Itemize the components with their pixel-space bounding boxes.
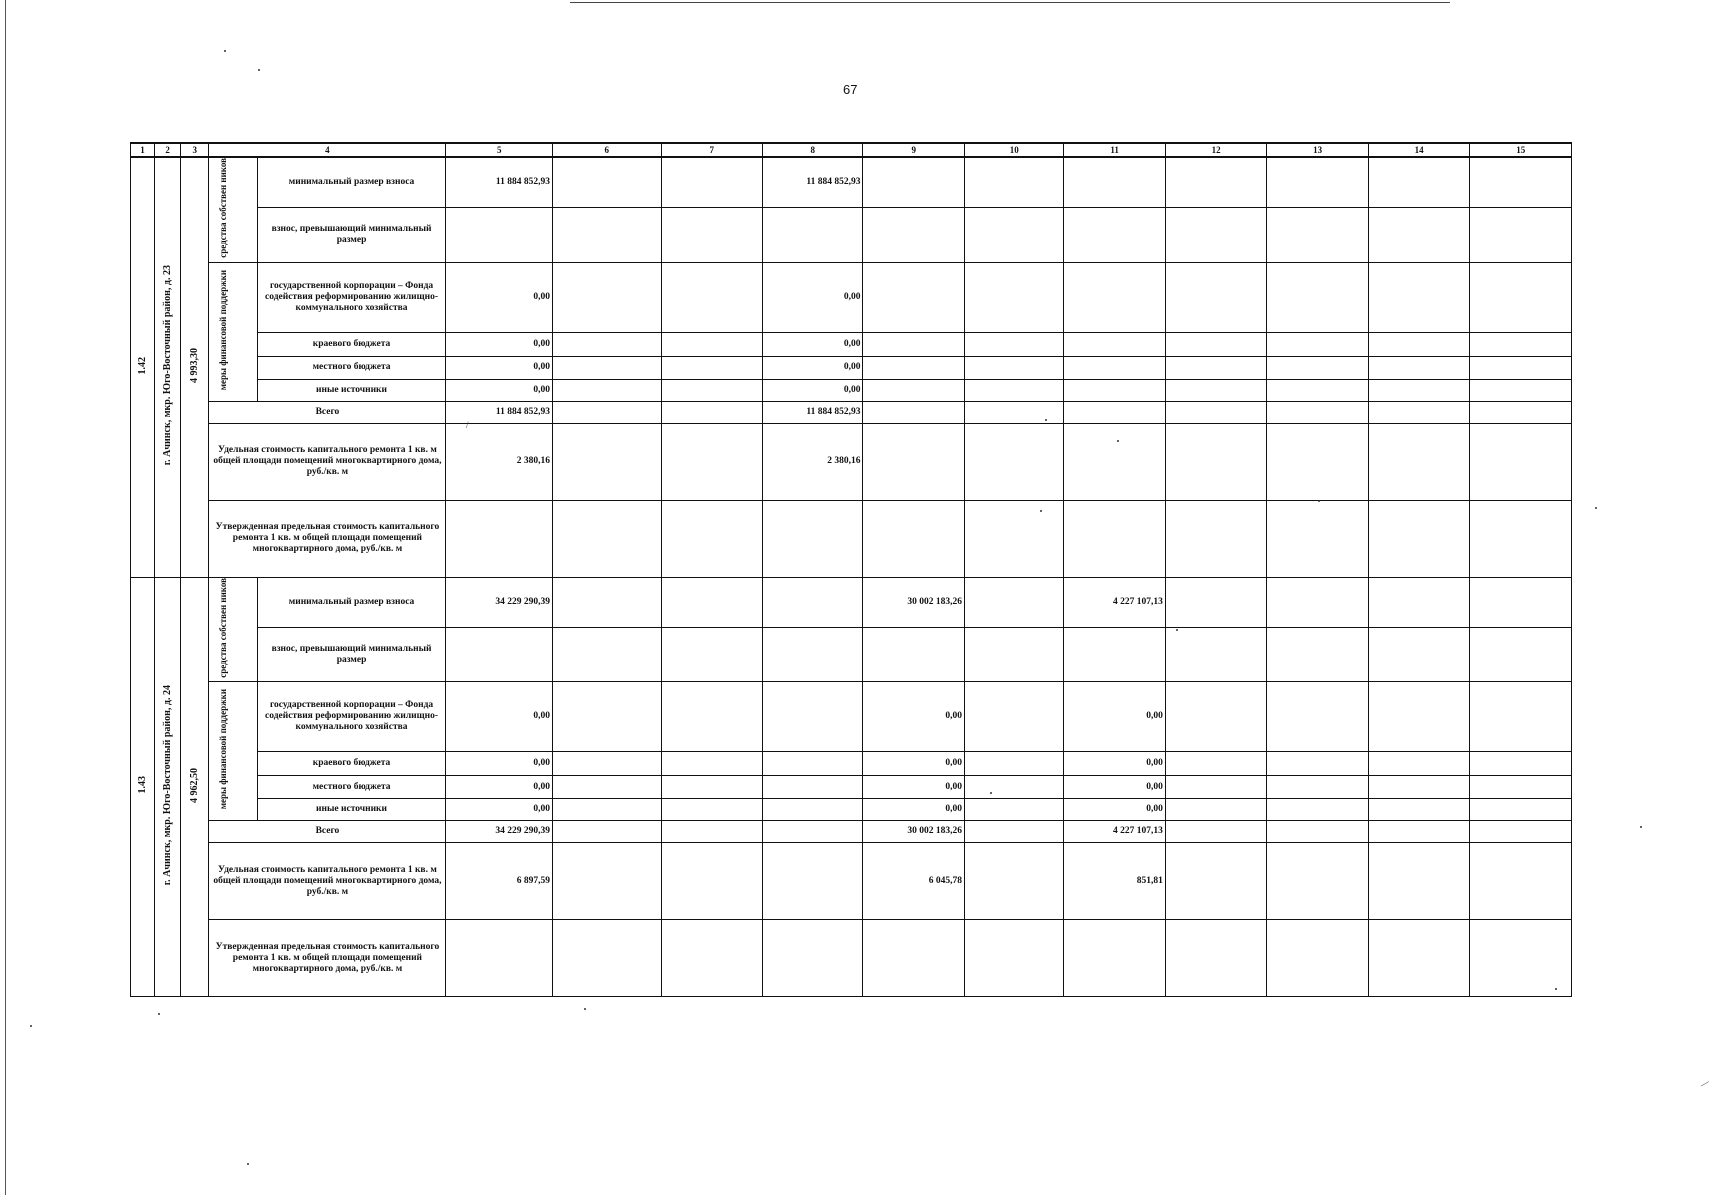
row-label: государственной корпорации – Фонда содействия реформированию жилищно-коммунального хозяйства — [257, 682, 446, 752]
empty-cell — [1470, 332, 1572, 356]
value-cell: 30 002 183,26 — [863, 821, 964, 843]
empty-cell — [964, 776, 1063, 799]
table-row-other — [131, 379, 1572, 401]
empty-cell — [446, 920, 553, 997]
empty-cell — [1470, 627, 1572, 682]
empty-cell — [1368, 799, 1469, 821]
empty-cell — [661, 207, 762, 262]
empty-cell — [1368, 776, 1469, 799]
col-header: 11 — [1064, 143, 1165, 157]
support-measures-label: меры финансовой поддержки — [217, 269, 228, 390]
row-label: минимальный размер взноса — [257, 577, 446, 627]
empty-cell — [1267, 843, 1368, 920]
empty-cell — [863, 627, 964, 682]
empty-cell — [1165, 157, 1266, 207]
col-header: 15 — [1470, 143, 1572, 157]
empty-cell — [1165, 627, 1266, 682]
value-cell — [763, 577, 863, 627]
empty-cell — [1165, 356, 1266, 379]
empty-cell — [553, 356, 662, 379]
empty-cell — [1165, 423, 1266, 500]
empty-cell — [1470, 500, 1572, 577]
empty-cell — [553, 920, 662, 997]
value-cell: 0,00 — [863, 682, 964, 752]
area-cell — [181, 157, 209, 577]
area-text: 4 993,30 — [189, 347, 201, 383]
table-row-unit-cost — [131, 423, 1572, 500]
table-row-local — [131, 776, 1572, 799]
empty-cell — [1267, 379, 1368, 401]
value-cell — [763, 752, 863, 776]
support-measures-label: меры финансовой поддержки — [217, 689, 228, 810]
value-cell: 6 897,59 — [446, 843, 553, 920]
empty-cell — [964, 920, 1063, 997]
col-header: 13 — [1267, 143, 1368, 157]
empty-cell — [446, 627, 553, 682]
value-cell: 0,00 — [446, 752, 553, 776]
empty-cell — [1368, 682, 1469, 752]
empty-cell — [1267, 332, 1368, 356]
empty-cell — [1267, 401, 1368, 423]
empty-cell — [964, 356, 1063, 379]
table-row-limit-cost — [131, 500, 1572, 577]
empty-cell — [661, 332, 762, 356]
empty-cell — [1470, 207, 1572, 262]
value-cell: 0,00 — [1064, 752, 1165, 776]
value-cell: 0,00 — [446, 356, 553, 379]
row-label: Удельная стоимость капитального ремонта 1 кв. м общей площади помещений многоквартирного дома, руб./кв. м — [209, 843, 446, 920]
empty-cell — [964, 799, 1063, 821]
table-row-unit-cost — [131, 843, 1572, 920]
empty-cell — [1064, 500, 1165, 577]
empty-cell — [1470, 752, 1572, 776]
value-cell: 30 002 183,26 — [863, 577, 964, 627]
empty-cell — [1470, 799, 1572, 821]
value-cell — [863, 401, 964, 423]
empty-cell — [1368, 752, 1469, 776]
value-cell — [1064, 379, 1165, 401]
value-cell: 11 884 852,93 — [763, 401, 863, 423]
value-cell: 11 884 852,93 — [446, 401, 553, 423]
empty-cell — [553, 799, 662, 821]
value-cell: 2 380,16 — [446, 423, 553, 500]
empty-cell — [964, 577, 1063, 627]
value-cell: 0,00 — [763, 262, 863, 332]
area-cell — [181, 577, 209, 997]
empty-cell — [1470, 776, 1572, 799]
table-row-min-payment — [131, 157, 1572, 207]
empty-cell — [553, 401, 662, 423]
scan-speck — [1555, 988, 1557, 990]
empty-cell — [553, 577, 662, 627]
row-label: краевого бюджета — [257, 332, 446, 356]
value-cell — [763, 821, 863, 843]
value-cell — [763, 776, 863, 799]
col-header: 10 — [964, 143, 1063, 157]
empty-cell — [1267, 577, 1368, 627]
col-header: 3 — [181, 143, 209, 157]
empty-cell — [1470, 379, 1572, 401]
address-cell — [155, 157, 181, 577]
value-cell — [1064, 262, 1165, 332]
empty-cell — [1165, 500, 1266, 577]
col-header: 7 — [661, 143, 762, 157]
scan-edge-top — [570, 2, 1450, 3]
row-number-text: 1.42 — [137, 356, 149, 375]
value-cell: 0,00 — [763, 332, 863, 356]
table-row-regional — [131, 332, 1572, 356]
value-cell — [863, 262, 964, 332]
value-cell: 0,00 — [446, 332, 553, 356]
table-row-other — [131, 799, 1572, 821]
empty-cell — [1368, 577, 1469, 627]
value-cell — [1064, 332, 1165, 356]
empty-cell — [553, 207, 662, 262]
empty-cell — [1470, 821, 1572, 843]
value-cell: 4 227 107,13 — [1064, 577, 1165, 627]
empty-cell — [1165, 821, 1266, 843]
empty-cell — [1267, 752, 1368, 776]
empty-cell — [553, 821, 662, 843]
scan-speck — [158, 1013, 160, 1015]
value-cell — [1064, 356, 1165, 379]
col-header: 5 — [446, 143, 553, 157]
stray-pen-mark: — — [1698, 1076, 1711, 1090]
owners-funds-label: средства собствен ников — [217, 577, 228, 678]
empty-cell — [1470, 682, 1572, 752]
empty-cell — [1368, 423, 1469, 500]
col-header: 2 — [155, 143, 181, 157]
empty-cell — [763, 920, 863, 997]
empty-cell — [553, 843, 662, 920]
empty-cell — [661, 799, 762, 821]
value-cell: 0,00 — [1064, 799, 1165, 821]
row-label: местного бюджета — [257, 356, 446, 379]
empty-cell — [1165, 682, 1266, 752]
empty-cell — [661, 821, 762, 843]
table-row-min-payment — [131, 577, 1572, 627]
col-header: 6 — [553, 143, 662, 157]
empty-cell — [763, 627, 863, 682]
empty-cell — [964, 262, 1063, 332]
address-cell — [155, 577, 181, 997]
empty-cell — [964, 752, 1063, 776]
empty-cell — [1368, 401, 1469, 423]
value-cell: 11 884 852,93 — [763, 157, 863, 207]
scan-speck — [258, 69, 260, 71]
scan-speck — [1117, 440, 1119, 442]
empty-cell — [1267, 157, 1368, 207]
empty-cell — [661, 157, 762, 207]
scan-edge-left — [5, 0, 6, 1195]
col-header: 12 — [1165, 143, 1266, 157]
empty-cell — [661, 920, 762, 997]
row-label: иные источники — [257, 379, 446, 401]
row-label: государственной корпорации – Фонда содействия реформированию жилищно-коммунального хозяйства — [257, 262, 446, 332]
empty-cell — [763, 500, 863, 577]
empty-cell — [1368, 843, 1469, 920]
empty-cell — [1470, 356, 1572, 379]
empty-cell — [1368, 332, 1469, 356]
empty-cell — [661, 843, 762, 920]
scan-speck — [990, 792, 992, 794]
table-row-total — [131, 401, 1572, 423]
row-label: взнос, превышающий минимальный размер — [257, 627, 446, 682]
empty-cell — [964, 682, 1063, 752]
empty-cell — [553, 682, 662, 752]
empty-cell — [1267, 776, 1368, 799]
table-row-state-corp — [131, 262, 1572, 332]
address-text: г. Ачинск, мкр. Юго-Восточный район, д. 24 — [162, 684, 174, 886]
empty-cell — [1165, 776, 1266, 799]
owners-funds-group — [209, 157, 257, 262]
row-label: минимальный размер взноса — [257, 157, 446, 207]
empty-cell — [1165, 843, 1266, 920]
row-label: Удельная стоимость капитального ремонта 1 кв. м общей площади помещений многоквартирного дома, руб./кв. м — [209, 423, 446, 500]
empty-cell — [964, 379, 1063, 401]
empty-cell — [661, 627, 762, 682]
empty-cell — [1267, 682, 1368, 752]
col-header: 14 — [1368, 143, 1469, 157]
value-cell: 34 229 290,39 — [446, 821, 553, 843]
empty-cell — [661, 401, 762, 423]
empty-cell — [1165, 379, 1266, 401]
empty-cell — [964, 332, 1063, 356]
empty-cell — [553, 379, 662, 401]
empty-cell — [1064, 627, 1165, 682]
row-label: Всего — [209, 821, 446, 843]
empty-cell — [446, 500, 553, 577]
value-cell — [863, 379, 964, 401]
value-cell: 0,00 — [446, 776, 553, 799]
empty-cell — [553, 423, 662, 500]
empty-cell — [863, 207, 964, 262]
scan-speck — [1640, 826, 1642, 828]
value-cell: 0,00 — [763, 379, 863, 401]
scan-speck — [1176, 629, 1178, 631]
value-cell — [763, 682, 863, 752]
col-header: 8 — [763, 143, 863, 157]
empty-cell — [964, 207, 1063, 262]
value-cell: 0,00 — [446, 682, 553, 752]
table-row-over-payment — [131, 627, 1572, 682]
empty-cell — [1267, 207, 1368, 262]
empty-cell — [446, 207, 553, 262]
empty-cell — [1165, 752, 1266, 776]
empty-cell — [1165, 207, 1266, 262]
value-cell — [1064, 157, 1165, 207]
value-cell: 2 380,16 — [763, 423, 863, 500]
empty-cell — [1165, 577, 1266, 627]
empty-cell — [661, 752, 762, 776]
empty-cell — [553, 157, 662, 207]
empty-cell — [1165, 920, 1266, 997]
empty-cell — [1267, 627, 1368, 682]
value-cell: 11 884 852,93 — [446, 157, 553, 207]
support-measures-group — [209, 682, 257, 821]
empty-cell — [1267, 821, 1368, 843]
value-cell: 34 229 290,39 — [446, 577, 553, 627]
empty-cell — [1267, 356, 1368, 379]
scan-speck — [1318, 500, 1320, 502]
empty-cell — [1470, 157, 1572, 207]
value-cell: 0,00 — [863, 752, 964, 776]
empty-cell — [661, 682, 762, 752]
table-row-over-payment — [131, 207, 1572, 262]
value-cell: 0,00 — [863, 799, 964, 821]
value-cell — [863, 423, 964, 500]
value-cell: 0,00 — [863, 776, 964, 799]
value-cell: 0,00 — [763, 356, 863, 379]
table-row-local — [131, 356, 1572, 379]
row-label: местного бюджета — [257, 776, 446, 799]
empty-cell — [1368, 157, 1469, 207]
scan-speck — [1045, 419, 1047, 421]
empty-cell — [1064, 207, 1165, 262]
area-text: 4 962,50 — [189, 767, 201, 803]
empty-cell — [1165, 262, 1266, 332]
value-cell: 851,81 — [1064, 843, 1165, 920]
empty-cell — [661, 577, 762, 627]
value-cell — [1064, 423, 1165, 500]
table-row-limit-cost — [131, 920, 1572, 997]
empty-cell — [964, 423, 1063, 500]
value-cell — [863, 332, 964, 356]
empty-cell — [1368, 627, 1469, 682]
value-cell: 0,00 — [446, 799, 553, 821]
empty-cell — [1470, 577, 1572, 627]
value-cell: 0,00 — [446, 262, 553, 332]
empty-cell — [661, 776, 762, 799]
empty-cell — [964, 843, 1063, 920]
value-cell: 0,00 — [1064, 682, 1165, 752]
row-number — [131, 157, 155, 577]
page-number: 67 — [843, 82, 858, 97]
empty-cell — [553, 627, 662, 682]
empty-cell — [1165, 799, 1266, 821]
col-header: 4 — [209, 143, 446, 157]
capital-repair-table — [130, 142, 1572, 997]
empty-cell — [1267, 262, 1368, 332]
empty-cell — [964, 821, 1063, 843]
value-cell — [1064, 401, 1165, 423]
empty-cell — [763, 207, 863, 262]
empty-cell — [964, 157, 1063, 207]
stray-pen-mark: / — [466, 420, 469, 430]
empty-cell — [661, 262, 762, 332]
row-label: Утвержденная предельная стоимость капитального ремонта 1 кв. м общей площади помещений многоквартирного дома, руб./кв. м — [209, 500, 446, 577]
empty-cell — [1267, 920, 1368, 997]
value-cell: 6 045,78 — [863, 843, 964, 920]
col-header: 1 — [131, 143, 155, 157]
empty-cell — [661, 423, 762, 500]
empty-cell — [1368, 920, 1469, 997]
empty-cell — [661, 379, 762, 401]
empty-cell — [1470, 423, 1572, 500]
col-header: 9 — [863, 143, 964, 157]
value-cell — [863, 356, 964, 379]
empty-cell — [553, 500, 662, 577]
scan-speck — [1040, 510, 1042, 512]
value-cell — [763, 843, 863, 920]
owners-funds-label: средства собствен ников — [217, 158, 228, 258]
empty-cell — [863, 500, 964, 577]
empty-cell — [964, 500, 1063, 577]
row-label: иные источники — [257, 799, 446, 821]
empty-cell — [553, 262, 662, 332]
owners-funds-group — [209, 577, 257, 682]
empty-cell — [661, 500, 762, 577]
empty-cell — [1368, 500, 1469, 577]
empty-cell — [1368, 262, 1469, 332]
empty-cell — [1470, 401, 1572, 423]
row-label: Всего — [209, 401, 446, 423]
value-cell: 4 227 107,13 — [1064, 821, 1165, 843]
row-label: краевого бюджета — [257, 752, 446, 776]
scan-speck — [224, 50, 226, 52]
table-row-state-corp — [131, 682, 1572, 752]
column-header-row — [131, 143, 1572, 157]
empty-cell — [1064, 920, 1165, 997]
value-cell: 0,00 — [1064, 776, 1165, 799]
empty-cell — [964, 401, 1063, 423]
scan-speck — [247, 1163, 249, 1165]
row-label: взнос, превышающий минимальный размер — [257, 207, 446, 262]
empty-cell — [553, 332, 662, 356]
empty-cell — [553, 776, 662, 799]
empty-cell — [1470, 920, 1572, 997]
row-label: Утвержденная предельная стоимость капитального ремонта 1 кв. м общей площади помещений многоквартирного дома, руб./кв. м — [209, 920, 446, 997]
empty-cell — [964, 627, 1063, 682]
value-cell — [763, 799, 863, 821]
empty-cell — [553, 752, 662, 776]
scan-speck — [1595, 507, 1597, 509]
empty-cell — [661, 356, 762, 379]
scan-speck — [584, 1008, 586, 1010]
empty-cell — [1165, 401, 1266, 423]
support-measures-group — [209, 262, 257, 401]
value-cell: 0,00 — [446, 379, 553, 401]
empty-cell — [1368, 207, 1469, 262]
empty-cell — [1267, 799, 1368, 821]
table-row-regional — [131, 752, 1572, 776]
empty-cell — [1470, 843, 1572, 920]
scan-speck — [30, 1025, 32, 1027]
empty-cell — [1470, 262, 1572, 332]
row-number — [131, 577, 155, 997]
address-text: г. Ачинск, мкр. Юго-Восточный район, д. 23 — [162, 265, 174, 466]
empty-cell — [1165, 332, 1266, 356]
table-row-total — [131, 821, 1572, 843]
value-cell — [863, 157, 964, 207]
empty-cell — [1368, 356, 1469, 379]
empty-cell — [1267, 500, 1368, 577]
empty-cell — [1368, 379, 1469, 401]
empty-cell — [1267, 423, 1368, 500]
row-number-text: 1.43 — [137, 776, 149, 794]
empty-cell — [863, 920, 964, 997]
empty-cell — [1368, 821, 1469, 843]
